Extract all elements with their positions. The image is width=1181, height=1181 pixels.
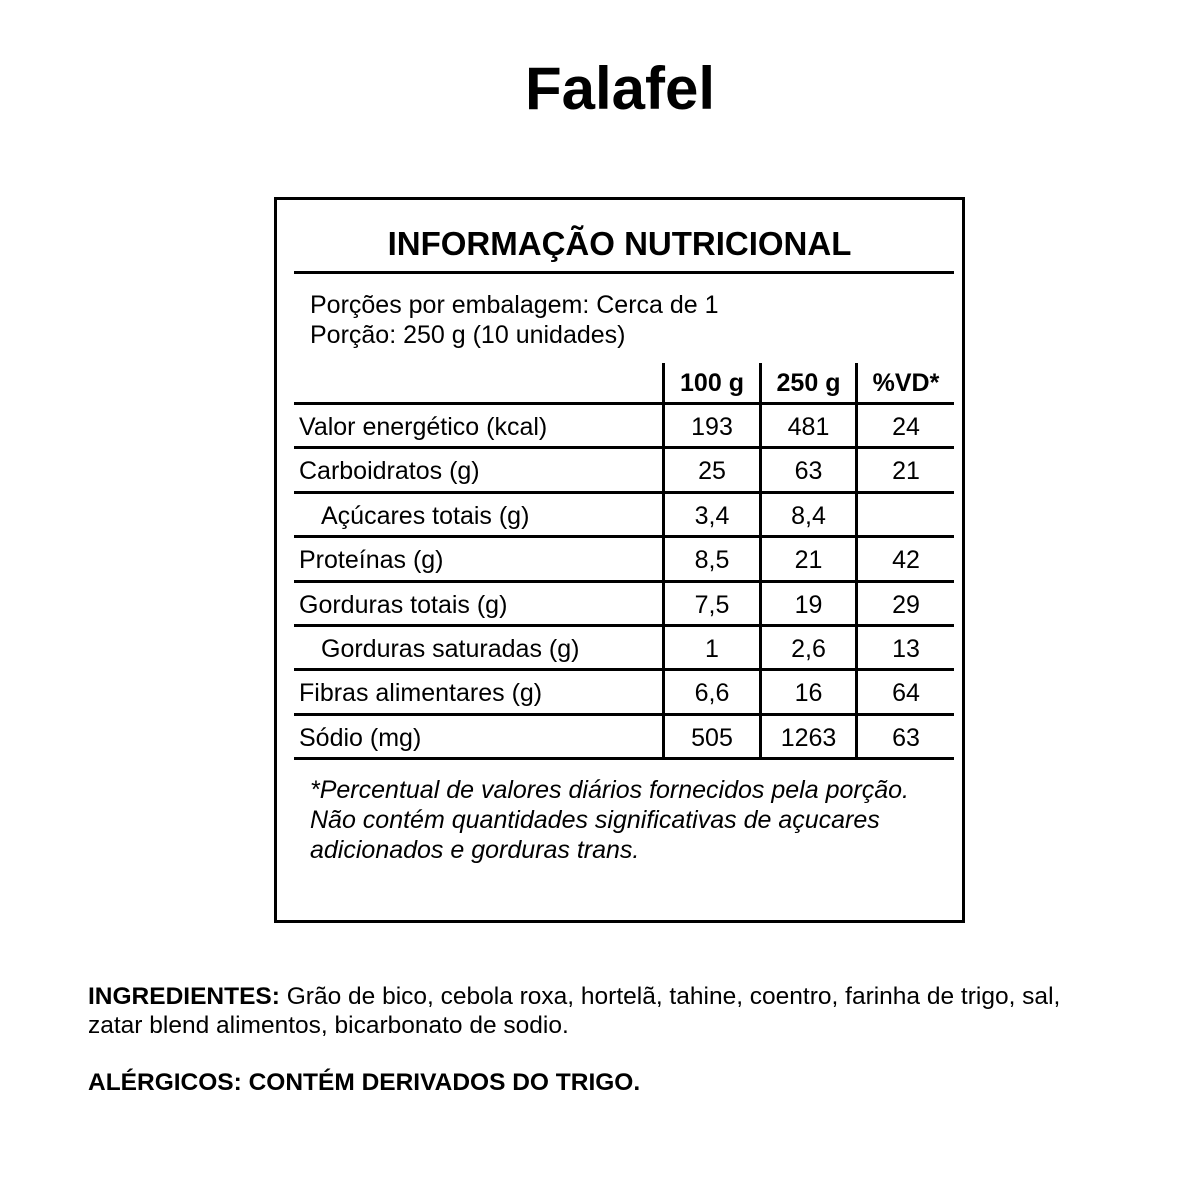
serving-size: Porção: 250 g (10 unidades) [310, 321, 626, 349]
value-daily-percent: 64 [892, 679, 920, 708]
nutrient-name: Carboidratos (g) [299, 457, 480, 486]
value-per-100g: 8,5 [694, 546, 730, 575]
value-per-100g: 7,5 [694, 590, 730, 619]
nutrition-facts-panel [274, 197, 965, 923]
footnotes [310, 775, 930, 865]
value-per-250g: 481 [787, 413, 830, 441]
value-per-100g: 505 [691, 723, 733, 752]
value-per-250g: 8,4 [791, 501, 826, 530]
header-daily-value: %VD* [872, 369, 940, 397]
nutrient-name: Açúcares totais (g) [321, 501, 530, 530]
value-per-250g: 19 [794, 590, 823, 619]
value-per-100g: 193 [691, 413, 733, 441]
value-daily-percent: 21 [892, 457, 920, 486]
value-per-250g: 16 [794, 679, 823, 708]
value-daily-percent: 29 [892, 590, 920, 619]
value-per-250g: 1263 [780, 723, 837, 752]
value-per-100g: 6,6 [694, 679, 730, 708]
nutrient-name: Sódio (mg) [299, 723, 422, 752]
value-per-250g: 2,6 [791, 635, 826, 663]
row-divider [294, 757, 954, 760]
value-daily-percent: 63 [892, 723, 920, 752]
value-daily-percent: 42 [892, 546, 920, 575]
panel-heading: INFORMAÇÃO NUTRICIONAL [387, 225, 852, 262]
heading-divider [294, 271, 954, 274]
header-250g: 250 g [776, 369, 841, 397]
footnote-not-significant: Não contém quantidades significativas de açucares adicionados e gorduras trans. [310, 806, 880, 864]
nutrient-name: Proteínas (g) [299, 546, 444, 575]
value-daily-percent [858, 494, 954, 538]
ingredients-label: INGREDIENTES: [88, 983, 280, 1010]
value-per-100g: 1 [705, 635, 719, 663]
nutrient-name: Valor energético (kcal) [299, 413, 548, 441]
ingredients-text: Grão de bico, cebola roxa, hortelã, tahine, coentro, farinha de trigo, sal, zatar blend alimentos, bicarbonato de sodio. [88, 983, 1061, 1039]
value-per-100g: 3,4 [694, 501, 730, 530]
product-title: Falafel [524, 55, 716, 122]
value-per-250g: 63 [794, 457, 823, 486]
footnote-daily-values: *Percentual de valores diários fornecidos pela porção. [310, 776, 909, 804]
nutrient-name: Gorduras saturadas (g) [321, 635, 580, 663]
servings-per-package: Porções por embalagem: Cerca de 1 [310, 291, 719, 319]
value-per-250g: 21 [794, 546, 823, 575]
header-100g: 100 g [680, 369, 744, 397]
nutrient-name: Fibras alimentares (g) [299, 679, 543, 708]
value-daily-percent: 13 [892, 635, 920, 663]
nutrient-name: Gorduras totais (g) [299, 590, 508, 619]
allergens-statement: ALÉRGICOS: CONTÉM DERIVADOS DO TRIGO. [88, 1069, 641, 1096]
value-per-100g: 25 [698, 457, 726, 486]
value-daily-percent: 24 [892, 413, 920, 441]
ingredients-section [88, 982, 1098, 1040]
